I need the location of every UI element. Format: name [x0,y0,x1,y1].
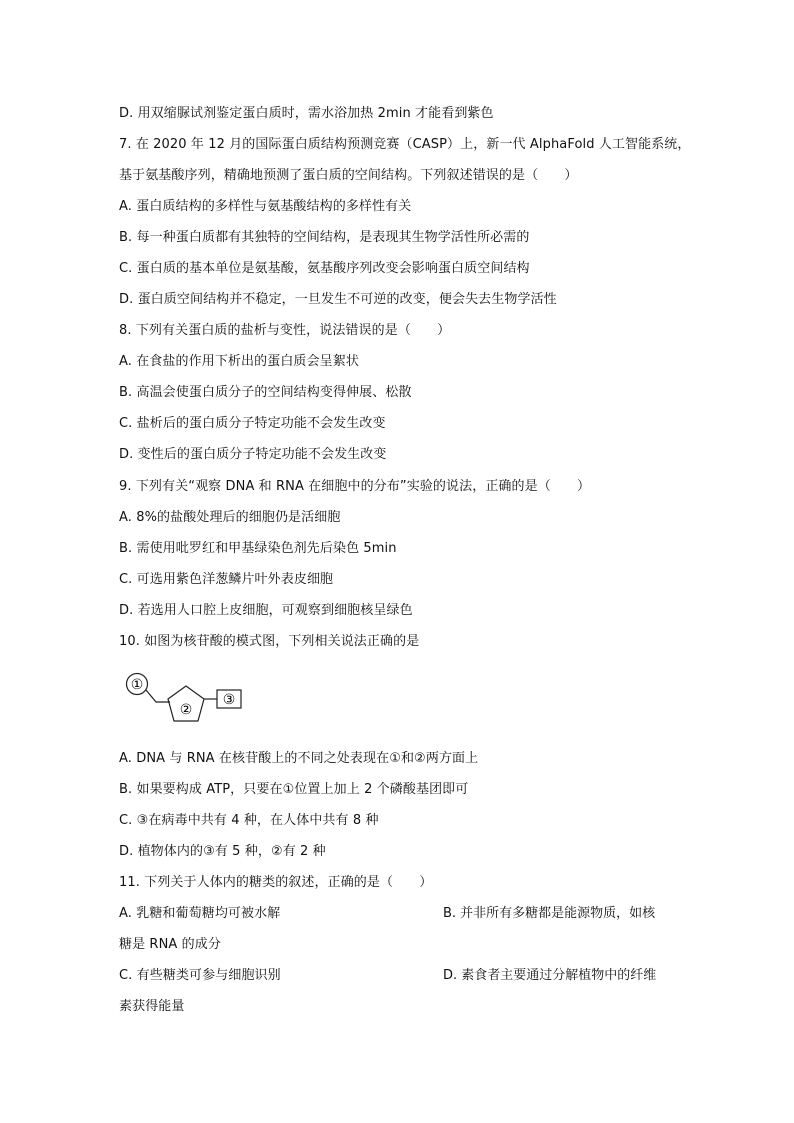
q8-option-c: C. 盐析后的蛋白质分子特定功能不会发生改变 [119,416,386,431]
q11-option-b: B. 并非所有多糖都是能源物质，如核 [443,906,656,921]
q8-option-d: D. 变性后的蛋白质分子特定功能不会发生改变 [119,447,387,462]
q11-stem: 11. 下列关于人体内的糖类的叙述，正确的是（ ） [119,875,433,890]
q8-option-b: B. 高温会使蛋白质分子的空间结构变得伸展、松散 [119,385,412,400]
q10-option-c: C. ③在病毒中共有 4 种，在人体中共有 8 种 [119,813,379,828]
nucleotide-diagram [120,670,260,728]
q7-option-b: B. 每一种蛋白质都有其独特的空间结构，是表现其生物学活性所必需的 [119,230,530,245]
q11-option-b-cont: 糖是 RNA 的成分 [119,937,221,952]
q9-option-a: A. 8%的盐酸处理后的细胞仍是活细胞 [119,510,341,525]
q10-option-d: D. 植物体内的③有 5 种，②有 2 种 [119,844,326,859]
q9-option-d: D. 若选用人口腔上皮细胞，可观察到细胞核呈绿色 [119,603,413,618]
q7-option-c: C. 蛋白质的基本单位是氨基酸，氨基酸序列改变会影响蛋白质空间结构 [119,261,530,276]
q7-option-d: D. 蛋白质空间结构并不稳定，一旦发生不可逆的改变，便会失去生物学活性 [119,292,557,307]
q6-option-d: D. 用双缩脲试剂鉴定蛋白质时，需水浴加热 2min 才能看到紫色 [119,106,494,121]
q9-stem: 9. 下列有关“观察 DNA 和 RNA 在细胞中的分布”实验的说法，正确的是（ ） [119,479,591,494]
bond-line-1 [146,690,170,702]
q11-option-a: A. 乳糖和葡萄糖均可被水解 [119,906,281,921]
phosphate-label: ① [130,677,144,693]
q11-option-d-cont: 素获得能量 [119,999,185,1014]
q7-option-a: A. 蛋白质结构的多样性与氨基酸结构的多样性有关 [119,199,412,214]
q11-option-c: C. 有些糖类可参与细胞识别 [119,968,281,983]
q10-option-a: A. DNA 与 RNA 在核苷酸上的不同之处表现在①和②两方面上 [119,751,479,766]
q9-option-b: B. 需使用吡罗红和甲基绿染色剂先后染色 5min [119,541,397,556]
q10-option-b: B. 如果要构成 ATP，只要在①位置上加上 2 个磷酸基团即可 [119,782,469,797]
pentose-label: ② [179,702,193,718]
q7-stem-line2: 基于氨基酸序列，精确地预测了蛋白质的空间结构。下列叙述错误的是（ ） [119,168,578,183]
q8-option-a: A. 在食盐的作用下析出的蛋白质会呈絮状 [119,354,359,369]
q10-stem: 10. 如图为核苷酸的模式图，下列相关说法正确的是 [119,634,420,649]
q7-stem-line1: 7. 在 2020 年 12 月的国际蛋白质结构预测竞赛（CASP）上，新一代 AlphaFold 人工智能系统， [119,137,691,152]
q8-stem: 8. 下列有关蛋白质的盐析与变性，说法错误的是（ ） [119,323,451,338]
q11-option-d: D. 素食者主要通过分解植物中的纤维 [443,968,657,983]
base-label: ③ [222,692,236,708]
q9-option-c: C. 可选用紫色洋葱鳞片叶外表皮细胞 [119,572,334,587]
